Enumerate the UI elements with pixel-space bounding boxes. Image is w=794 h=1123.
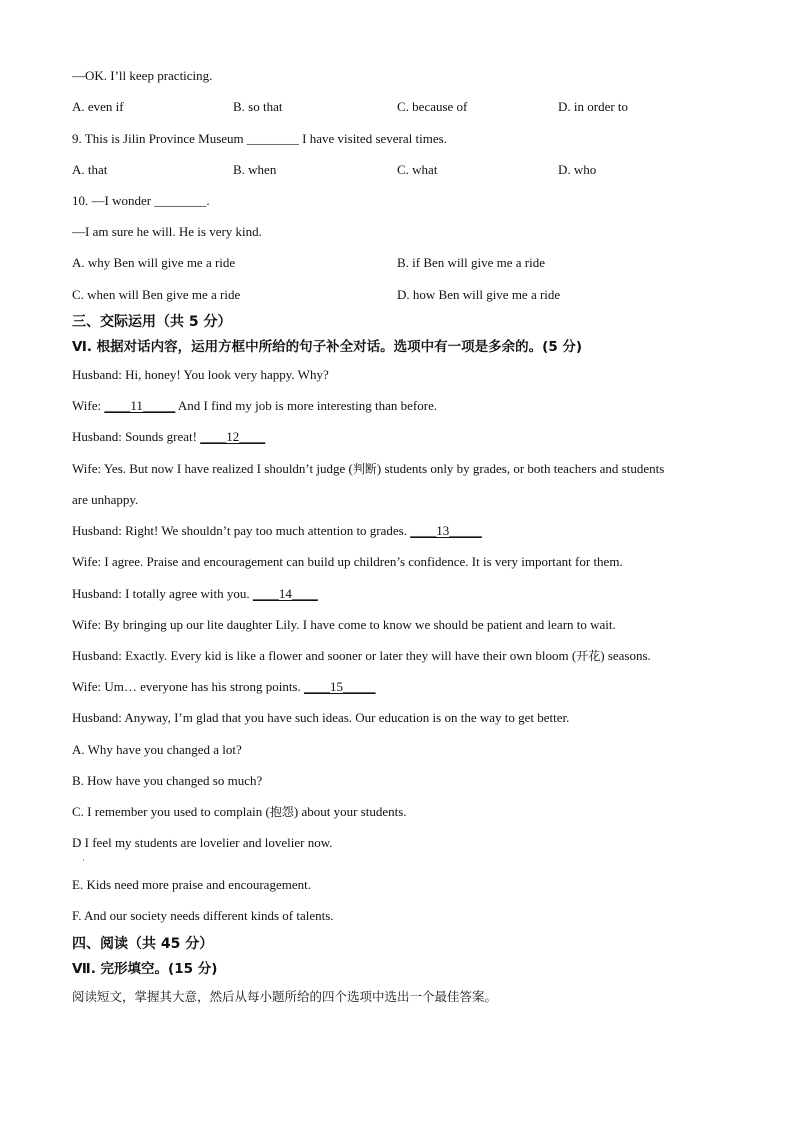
q10-option-b: B. if Ben will give me a ride <box>397 255 546 270</box>
q9-stem <box>72 131 447 147</box>
q8-option-d: D. in order to <box>558 99 629 114</box>
dialogue-line-6-text: Husband: Right! We shouldn’t pay too much attention to grades. <box>72 523 411 538</box>
choice-e: E. Kids need more praise and encouragement. <box>72 877 311 892</box>
choice-c <box>72 804 407 820</box>
q10-prefix: 10. —I wonder <box>72 193 155 208</box>
q8-reply: —OK. I’ll keep practicing. <box>72 68 213 83</box>
q9-blank: ________ <box>246 131 299 146</box>
q9-option-b: B. when <box>233 162 277 177</box>
part-7-instruction: 阅读短文，掌握其大意，然后从每小题所给的四个选项中选出一个最佳答案。 <box>72 989 498 1004</box>
q10-option-d: D. how Ben will give me a ride <box>397 287 561 302</box>
section-4-title: 四、阅读（共 45 分） <box>72 936 214 952</box>
dialogue-line-2-text: And I find my job is more interesting than before. <box>175 398 438 413</box>
choice-f: F. And our society needs different kinds of talents. <box>72 908 334 923</box>
q10-suffix: . <box>206 193 210 208</box>
q10-reply: —I am sure he will. He is very kind. <box>72 224 262 239</box>
blank-13: ____13_____ <box>410 523 482 538</box>
q10-option-c: C. when will Ben give me a ride <box>72 287 241 302</box>
choice-c-text-b: ) about your students. <box>293 804 407 819</box>
choice-b: B. How have you changed so much? <box>72 773 263 788</box>
dialogue-line-10-text-a: Husband: Exactly. Every kid is like a flower and sooner or later they will have their own bloom ( <box>72 648 577 663</box>
part-7-title: Ⅶ. 完形填空。(15 分) <box>72 961 218 977</box>
dialogue-line-8-text: Husband: I totally agree with you. <box>72 586 253 601</box>
blank-14: ____14____ <box>252 586 318 601</box>
blank-15: ____15_____ <box>304 679 376 694</box>
blank-11: ____11_____ <box>104 398 176 413</box>
dialogue-line-8 <box>72 586 318 602</box>
q8-option-a: A. even if <box>72 99 124 114</box>
choice-d: D I feel my students are lovelier and lovelier now. <box>72 835 333 850</box>
q10-stem <box>72 193 210 209</box>
section-3-title: 三、交际运用（共 5 分） <box>72 314 232 330</box>
choice-c-text-a: C. I remember you used to complain ( <box>72 804 270 819</box>
q9-suffix: I have visited several times. <box>298 131 447 146</box>
blank-12: ____12____ <box>200 429 266 444</box>
dialogue-line-12: Husband: Anyway, I’m glad that you have such ideas. Our education is on the way to get better. <box>72 710 570 725</box>
stray-mark: · <box>82 856 85 865</box>
dialogue-line-11-text: Wife: Um… everyone has his strong points. <box>72 679 304 694</box>
dialogue-line-9: Wife: By bringing up our lite daughter Lily. I have come to know we should be patient and learn to wait. <box>72 617 616 632</box>
q8-option-b: B. so that <box>233 99 283 114</box>
dialogue-line-4 <box>72 461 664 477</box>
speaker-wife: Wife: <box>72 398 105 413</box>
dialogue-line-11 <box>72 679 376 695</box>
dialogue-line-7: Wife: I agree. Praise and encouragement can build up children’s confidence. It is very important for them. <box>72 554 623 569</box>
q9-option-a: A. that <box>72 162 108 177</box>
q8-option-c: C. because of <box>397 99 468 114</box>
dialogue-line-10-gloss: 开花 <box>576 649 601 663</box>
dialogue-line-4-gloss: 判断 <box>352 462 377 476</box>
dialogue-line-10-text-b: ) seasons. <box>600 648 651 663</box>
q10-blank: ________ <box>154 193 207 208</box>
dialogue-line-4-text-b: ) students only by grades, or both teachers and students <box>376 461 665 476</box>
dialogue-line-5: are unhappy. <box>72 492 139 507</box>
dialogue-line-3-text: Husband: Sounds great! <box>72 429 201 444</box>
dialogue-line-2 <box>72 398 437 414</box>
q10-option-a: A. why Ben will give me a ride <box>72 255 236 270</box>
dialogue-line-6 <box>72 523 482 539</box>
q9-prefix: 9. This is Jilin Province Museum <box>72 131 247 146</box>
part-6-title: Ⅵ. 根据对话内容，运用方框中所给的句子补全对话。选项中有一项是多余的。(5 分) <box>72 339 583 355</box>
choice-c-gloss: 抱怨 <box>269 805 294 819</box>
dialogue-line-1: Husband: Hi, honey! You look very happy. Why? <box>72 367 329 382</box>
dialogue-line-10 <box>72 648 651 664</box>
dialogue-line-4-text-a: Wife: Yes. But now I have realized I shouldn’t judge ( <box>72 461 353 476</box>
choice-a: A. Why have you changed a lot? <box>72 742 242 757</box>
dialogue-line-3 <box>72 429 265 445</box>
q9-option-c: C. what <box>397 162 438 177</box>
q9-option-d: D. who <box>558 162 597 177</box>
